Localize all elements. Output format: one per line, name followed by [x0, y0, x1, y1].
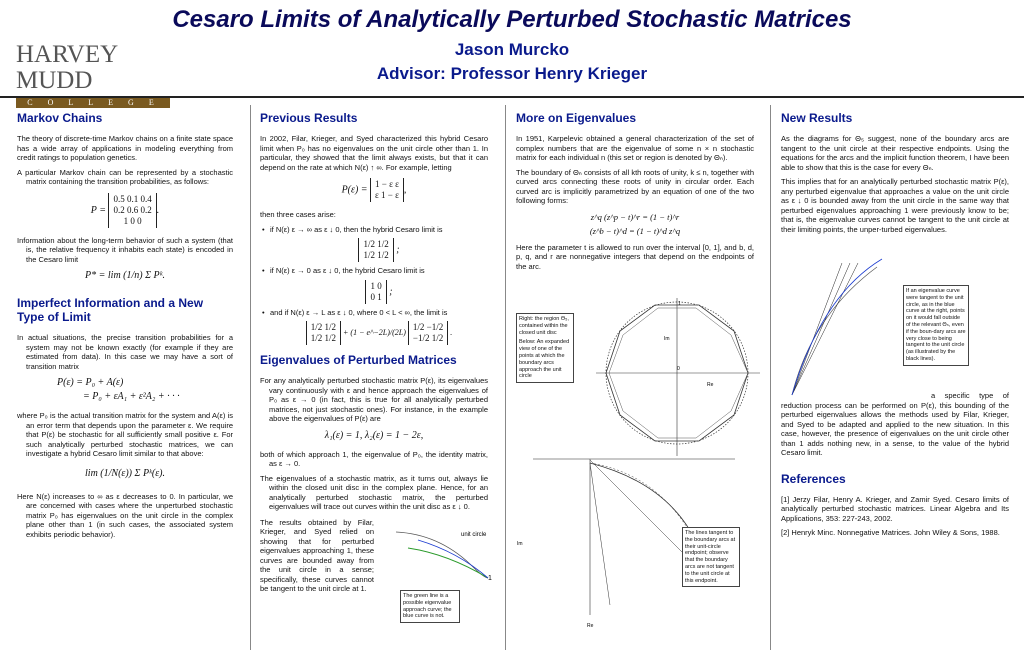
matrix-row: 1/2 1/2: [363, 250, 389, 260]
list-item: [260, 266, 488, 304]
boundary-line: [792, 263, 858, 395]
unit-circle-arc: [396, 532, 488, 578]
matrix-case-3: 1/2 1/2 1/2 1/2 + (1 − e^−2L)/(2L) 1/2 −1/2 −1/2 1/2 .: [270, 321, 488, 345]
equation-lambda: λ₁(ε) = 1, λ₂(ε) = 1 − 2ε,: [324, 429, 424, 441]
heading-more-on-eigenvalues: More on Eigenvalues: [516, 111, 637, 125]
theta5-region-figure: [576, 298, 761, 458]
paragraph: In actual situations, the precise transition probabilities for a system may not be known exactly (for example if they are estimated from data). In this case we may have a sort of transition matrix: [17, 333, 233, 371]
caption-tangent-curve-box: If an eigenvalue curve were tangent to the unit circle, as in the blue curve at the right, points on it would fall outside of the relevant Θₙ, even if the boun-dary arcs are very close to being tangent to the unit circle (as illustrated by the black lines).: [903, 285, 969, 366]
logo-subtitle: COLLEGE: [16, 97, 170, 108]
equation-perturbed-2: = P₀ + εA₁ + ε²A₂ + · · ·: [83, 391, 180, 402]
matrix-case-2: 1 0 0 1 ;: [270, 280, 488, 304]
list-item-text: and if N(ε) ε → L as ε ↓ 0, where 0 < L < ∞, the limit is: [270, 307, 448, 317]
tangent-curve-figure: [782, 255, 1017, 405]
paragraph: In 2002, Filar, Krieger, and Syed characterized this hybrid Cesaro limit when P₀ has no eigenvalues on the unit circle other than 1. In particular, they showed that the limit always exists, but that it can depend on the rate at which N(ε) ↑ ∞. For example, letting: [260, 134, 488, 172]
matrix-row: −1/2 1/2: [412, 333, 444, 343]
paragraph: For any analytically perturbed stochastic matrix P(ε), its eigenvalues vary continuously with ε and hence approach the eigenvalues of P₀ as ε → 0 (in fact, this is true for all analytically perturbed matrices, not just stochastic ones). For instance, in the example above the eigenvalues of P(ε) are: [260, 376, 488, 423]
blue-curve: [792, 259, 882, 395]
equation-p: P = 0.5 0.1 0.4 0.2 0.6 0.2 1 0 0 .: [90, 193, 160, 226]
matrix-row: 1/2 1/2: [310, 333, 337, 343]
equation-perturbed-1: P(ε) = P₀ + A(ε): [57, 377, 124, 388]
poster-title: Cesaro Limits of Analytically Perturbed Stochastic Matrices: [172, 6, 852, 33]
paragraph: The results obtained by Filar, Krieger, and Syed relied on showing that for perturbed eigenvalues approaching 1, these curves are bounded away from the unit circle in a sense; specifically, these curves cannot be tangent to the unit circle at 1.: [260, 517, 374, 593]
heading-new-results: New Results: [781, 111, 853, 125]
paragraph: both of which approach 1, the eigenvalue of P₀, the identity matrix, as ε → 0.: [260, 449, 488, 468]
matrix-row: 0.2 0.6 0.2: [113, 204, 152, 215]
matrix-row: 1/2 1/2: [310, 322, 337, 332]
paragraph: then three cases arise:: [260, 210, 336, 219]
advisor-name: Advisor: Professor Henry Krieger: [376, 64, 648, 83]
list-item-text: if N(ε) ε → 0 as ε ↓ 0, the hybrid Cesaro limit is: [270, 266, 425, 275]
tangent-line: [590, 463, 610, 605]
axis-re-label: Re: [587, 623, 594, 629]
list-item: [260, 225, 488, 263]
unit-circle-label: unit circle: [461, 532, 487, 538]
matrix-row: 1/2 −1/2: [412, 322, 444, 332]
equation-pe-example: P(ε) = 1 − ε ε ε 1 − ε ,: [341, 179, 407, 200]
equation-cesaro: P* = lim (1/n) Σ Pᵏ.: [85, 270, 165, 281]
matrix: [306, 321, 341, 345]
matrix: [370, 178, 404, 202]
column-divider: [505, 105, 506, 650]
caption-theta5-box: [516, 313, 574, 383]
paragraph: A particular Markov chain can be represented by a stochastic matrix containing the transition probabilities, as follows:: [17, 167, 233, 186]
heading-references: References: [781, 471, 846, 486]
reference-item: [2] Henryk Minc. Nonnegative Matrices. John Wiley & Sons, 1988.: [781, 528, 1000, 537]
paragraph: The theory of discrete-time Markov chains on a finite state space has a wide array of applications in modeling everything from credit ratings to population genetics.: [17, 134, 233, 162]
equation-hybrid: lim (1/N(ε)) Σ Pᵏ(ε).: [85, 467, 165, 479]
equation-label: P =: [90, 204, 106, 216]
axis-re-label: Re: [707, 382, 714, 388]
axis-im-label: Im: [664, 336, 670, 342]
tick-one-label: 1: [678, 301, 681, 307]
matrix: [408, 321, 448, 345]
heading-markov-chains: Markov Chains: [17, 111, 103, 125]
matrix-row: 1 0 0: [123, 215, 142, 226]
paragraph: The eigenvalues of a stochastic matrix, as it turns out, always lie within the closed unit disc in the complex plane. Hence, for an analytically perturbed stochastic matrix, the perturbed eigenvalues will trace out curves within the unit disc as ε ↓ 0.: [260, 473, 488, 511]
unit-circle-arc: [792, 267, 877, 395]
paragraph: In 1951, Karpelevic obtained a general characterization of the set of complex numbers that are the eigenvalue of some n × n stochastic matrix for each individual n (this set or region is denoted by Θₙ).: [516, 134, 754, 162]
list-item: [260, 308, 488, 346]
caption-right: Right: the region Θ₅, contained within the closed unit disc: [519, 316, 569, 336]
matrix: [108, 193, 156, 228]
boundary-line: [792, 263, 850, 395]
matrix-row: 0 1: [370, 291, 382, 302]
paragraph: This implies that for an analytically perturbed stochastic matrix P(ε), any perturbed eigenvalue that approaches a value on the unit circle as ε ↓ 0 is bounded away from the unit circle in the same way that perturbed eigenvalues approaching 1 were previously know to be; that is, the eigenvalue curves cannot be tangent to the unit circle at their limiting points, the unper-turbed eigenvalues.: [781, 177, 1009, 234]
heading-imperfect-information: Imperfect Information and a New Type of Limit: [17, 296, 204, 324]
matrix-row: 1 0: [370, 280, 382, 291]
column-markov: [17, 105, 233, 650]
paragraph: a specific type of reduction process can be performed on P(ε), this bounding of the perturbed eigenvalues allows the methods used by Filar, Krieger, and Syed to be adapted and applied to the new situation. In this case, however, the presence of eigenvalues on the unit circle other than 1 adds nothing new, in a sense, to the value of the hybrid Cesaro limit.: [781, 391, 1009, 457]
matrix-case-1: 1/2 1/2 1/2 1/2 ;: [270, 238, 488, 262]
paragraph: Here N(ε) increases to ∞ as ε decreases to 0. In particular, we are concerned with cases where the unperturbed stochastic matrix P₀ has eigenvalues on the unit circle in the complex plane other than 1 (in such cases, the associated system exhibits periodic behavior).: [17, 491, 233, 539]
matrix-row: 1 − ε ε: [375, 179, 399, 189]
caption-tangent-box: The lines tangent to the boundary arcs at their unit-circle endpoint; observe that the boundary arcs are not tangent to the unit circle at this endpoint.: [682, 527, 740, 587]
axis-im-label: Im: [517, 541, 523, 547]
matrix-row: 0.5 0.1 0.4: [113, 193, 152, 204]
reference-item: [1] Jerzy Filar, Henry A. Krieger, and Zamir Syed. Cesaro limits of analytically perturbed stochastic matrices. Linear Algebra and Its Applications, 353: 227-243, 2002.: [781, 494, 1009, 523]
matrix-row: 1/2 1/2: [363, 239, 389, 249]
tangent-line: [590, 460, 685, 555]
author-name: Jason Murcko: [454, 40, 570, 59]
green-curve: [408, 548, 488, 578]
point-one-label: 1: [488, 575, 492, 582]
heading-previous-results: Previous Results: [260, 111, 358, 125]
equation-label: P(ε) =: [341, 184, 368, 196]
equation-arc-1: z^q (z^p − t)^r = (1 − t)^r: [590, 211, 680, 222]
column-divider: [770, 105, 771, 650]
equation-arc-2: (z^b − t)^d = (1 − t)^d z^q: [589, 225, 681, 236]
paragraph: Here the parameter t is allowed to run over the interval [0, 1], and b, d, p, q, and r are nonnegative integers that depend on the endpoints of the arc.: [516, 242, 754, 271]
boundary-line: [792, 263, 842, 395]
matrix-row: ε 1 − ε: [375, 190, 399, 200]
column-divider: [250, 105, 251, 650]
paragraph: Information about the long-term behavior of such a system (that is, the relative frequency it inhabits each state) is encoded in the Cesaro limit: [17, 235, 233, 264]
matrix: [358, 238, 393, 262]
paragraph: The boundary of Θₙ consists of all kth roots of unity, k ≤ n, together with curved arcs connecting these roots of unity in circular order. Each curved arc is implicitly parametrized by an equation of one of the two following forms:: [516, 167, 754, 205]
matrix: [365, 280, 386, 304]
tick-zero-label: 0: [677, 366, 680, 372]
caption-below: Below: An expanded view of one of the points at which the boundary arcs approach the unit circle: [519, 339, 570, 380]
heading-eigenvalues-perturbed: Eigenvalues of Perturbed Matrices: [260, 353, 457, 367]
paragraph: where P₀ is the actual transition matrix for the system and A(ε) is an error term that depends upon the parameter ε. We require that P(ε) be stochastic for all sufficiently small positive ε. For such analytically perturbed stochastic matrices, we can investigate a hybrid Cesaro limit similar to that above:: [17, 411, 233, 458]
fraction-term: + (1 − e^−2L)/(2L): [343, 327, 406, 337]
paragraph: As the diagrams for Θ₅ suggest, none of the boundary arcs are tangent to the unit circle at their respective endpoints. Using the equations for the arcs and the implicit function theorem, I have been able to show that this is the case for every Θₙ.: [781, 134, 1009, 172]
header-divider: [0, 96, 1024, 98]
figure-caption-box: The green line is a possible eigenvalue approach curve; the blue curve is not.: [400, 590, 460, 623]
list-item-text: if N(ε) ε → ∞ as ε ↓ 0, then the hybrid Cesaro limit is: [270, 224, 443, 234]
logo-name: HARVEY MUDD: [16, 41, 118, 94]
cases-list: [260, 225, 488, 346]
